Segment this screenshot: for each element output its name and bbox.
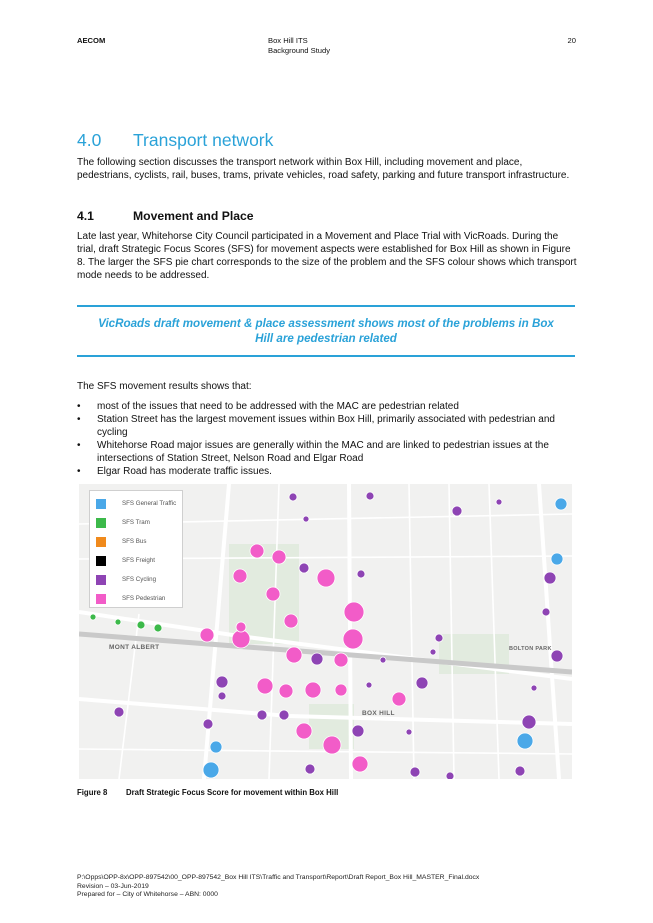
results-intro: The SFS movement results shows that: [77,381,252,392]
sfs-score-marker [430,649,436,655]
list-item: • Station Street has the largest movement issues within Box Hill, primarily associated with pedestrian and cycling [77,413,577,439]
legend-swatch [96,518,106,528]
legend-swatch [96,594,106,604]
sfs-score-marker [266,587,280,601]
sfs-score-marker [236,622,246,632]
subsection-number: 4.1 [77,209,94,223]
sfs-score-marker [323,736,341,754]
sfs-score-marker [257,710,267,720]
sfs-score-marker [115,619,121,625]
sfs-score-marker [515,766,525,776]
footer-revision: Revision – 03-Jun-2019 [77,882,149,890]
sfs-score-marker [200,628,214,642]
legend-swatch [96,537,106,547]
sfs-score-marker [544,572,556,584]
sfs-score-marker [218,692,226,700]
header-doc-title-line1: Box Hill ITS [268,36,308,45]
figure-number: Figure 8 [77,788,108,797]
sfs-score-marker [289,493,297,501]
local-road [449,484,454,779]
sfs-score-marker [257,678,273,694]
legend-swatch [96,499,106,509]
list-item: • Elgar Road has moderate traffic issues. [77,465,577,478]
sfs-score-marker [406,729,412,735]
footer-prepared-for: Prepared for – City of Whitehorse – ABN: 0000 [77,891,218,899]
sfs-score-marker [343,629,363,649]
header-company: AECOM [77,36,106,45]
sfs-score-marker [352,725,364,737]
footer-file-path: P:\Opps\OPP-8x\OPP-897542\00_OPP-897542_Box Hill ITS\Traffic and Transport\Report\Draft Report_Box Hill_MASTER_Final.docx [77,874,480,881]
header-doc-title-line2: Background Study [268,46,331,55]
sfs-score-marker [232,630,250,648]
sfs-score-marker [216,676,228,688]
map-label-box-hill: BOX HILL [362,710,395,717]
sfs-score-marker [496,499,502,505]
sfs-score-marker [366,682,372,688]
legend-label: SFS General Traffic [122,500,177,507]
sfs-score-marker [416,677,428,689]
header-doc-title [268,36,330,56]
sfs-score-marker [114,707,124,717]
sfs-score-marker [284,614,298,628]
list-item: • most of the issues that need to be addressed with the MAC are pedestrian related [77,400,577,413]
callout-text: VicRoads draft movement & place assessment shows most of the problems in Box Hill are pedestrian related [98,317,554,345]
subsection-body: Late last year, Whitehorse City Council participated in a Movement and Place Trial with VicRoads. During the trial, draft Strategic Focus Scores (SFS) for movement aspects were established for Box Hill as shown in Figure 8. The larger the SFS pie chart corresponds to the size of the problem and the SFS colour shows which transport mode needs to be addressed. [77,231,577,281]
sfs-score-marker [279,684,293,698]
sfs-score-marker [551,650,563,662]
local-road [489,484,499,779]
sfs-score-marker [352,756,368,772]
subsection-title: Movement and Place [133,209,254,223]
map-label-mont-albert: MONT ALBERT [109,644,160,651]
sfs-score-marker [90,614,96,620]
figure-caption-text: Draft Strategic Focus Score for movement within Box Hill [126,788,339,797]
sfs-score-marker [233,569,247,583]
legend-swatch [96,575,106,585]
sfs-score-marker [250,544,264,558]
section-intro: The following section discusses the transport network within Box Hill, including movement and place, pedestrians, cyclists, rail, buses, trams, private vehicles, road safety, parking and future transport infrastructure. [77,157,570,181]
sfs-score-marker [305,764,315,774]
map-legend [89,490,183,608]
sfs-score-marker [531,685,537,691]
legend-label: SFS Cycling [122,576,157,583]
sfs-score-marker [392,692,406,706]
figure-caption [77,788,338,797]
sfs-score-marker [555,498,567,510]
sfs-score-marker [305,682,321,698]
sfs-score-marker [380,657,386,663]
sfs-score-marker [303,516,309,522]
sfs-score-marker [435,634,443,642]
legend-swatch [96,556,106,566]
sfs-map [79,484,572,779]
sfs-score-marker [357,570,365,578]
sfs-score-marker [542,608,550,616]
sfs-score-marker [317,569,335,587]
sfs-score-marker [154,624,162,632]
legend-label: SFS Pedestrian [122,595,166,602]
sfs-score-marker [299,563,309,573]
section-number: 4.0 [77,130,102,150]
page-footer [77,874,479,900]
sfs-score-marker [203,762,219,778]
sfs-score-marker [522,715,536,729]
results-list [77,400,577,478]
header-page-number: 20 [567,36,576,45]
sfs-score-marker [335,684,347,696]
key-finding-callout [77,305,575,357]
subsection-heading [77,209,254,223]
section-title: Transport network [133,130,274,150]
sfs-score-marker [366,492,374,500]
section-heading [77,130,273,151]
sfs-score-marker [286,647,302,663]
sfs-score-marker [279,710,289,720]
sfs-score-marker [551,553,563,565]
sfs-score-marker [137,621,145,629]
map-label-bolton-park: BOLTON PARK [509,646,552,652]
sfs-score-marker [334,653,348,667]
legend-label: SFS Bus [122,538,147,545]
sfs-score-marker [296,723,312,739]
legend-label: SFS Freight [122,557,156,564]
sfs-score-marker [517,733,533,749]
sfs-score-marker [410,767,420,777]
sfs-score-marker [210,741,222,753]
list-item: • Whitehorse Road major issues are generally within the MAC and are linked to pedestrian issues at the intersections of Station Street, Nelson Road and Elgar Road [77,439,577,465]
sfs-score-marker [311,653,323,665]
sfs-score-marker [272,550,286,564]
middleborough-road [539,484,559,779]
legend-label: SFS Tram [122,519,150,526]
sfs-score-marker [203,719,213,729]
sfs-score-marker [452,506,462,516]
sfs-score-marker [344,602,364,622]
sfs-score-marker [446,772,454,779]
